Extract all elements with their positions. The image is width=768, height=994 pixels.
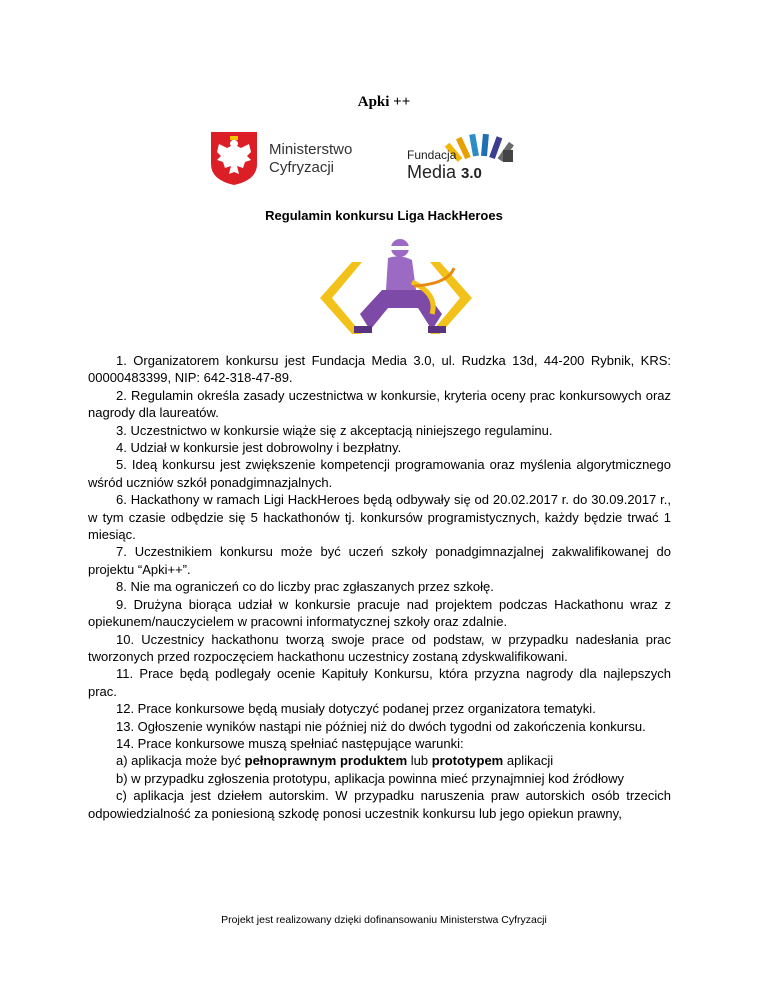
item-c: c) aplikacja jest dziełem autorskim. W przypadku naruszenia praw autorskich osób trzecich odpowiedzialność za poniesioną szkodę ponosi uczestnik konkursu lub jego opiekun prawny, (88, 788, 671, 821)
page-footer: Projekt jest realizowany dzięki dofinansowaniu Ministerstwa Cyfryzacji (221, 914, 547, 926)
paragraph-3: 3. Uczestnictwo w konkursie wiąże się z akceptacją niniejszego regulaminu. (116, 422, 553, 438)
paragraph-8: 8. Nie ma ograniczeń co do liczby prac zgłaszanych przez szkołę. (116, 579, 494, 595)
paragraph-4: 4. Udział w konkursie jest dobrowolny i bezpłatny. (116, 440, 402, 456)
paragraph-12: 12. Prace konkursowe będą musiały dotyczyć podanej przez organizatora tematyki. (116, 701, 596, 717)
ministry-name-line2: Cyfryzacji (269, 159, 335, 176)
item-a-prefix: a) aplikacja może być (116, 753, 245, 769)
hackheroes-ninja-illustration (314, 234, 478, 344)
paragraph-5: 5. Ideą konkursu jest zwiększenie kompetencji programowania oraz myślenia algorytmicznego wśród uczniów szkół ponadgimnazjalnych. (88, 457, 671, 490)
ninja-figure-icon (354, 239, 454, 333)
regulation-subtitle: Regulamin konkursu Liga HackHeroes (265, 208, 503, 223)
paragraph-9: 9. Drużyna biorąca udział w konkursie pracuje nad projektem podczas Hackathonu wraz z opiekunem/nauczycielem w pracowni informatycznej szkoły oraz zdalnie. (88, 596, 671, 630)
item-a-bold-prototype: prototypem (431, 753, 504, 769)
ministerstwo-cyfryzacji-logo (205, 130, 375, 186)
item-a (88, 752, 671, 769)
paragraph-1: 1. Organizatorem konkursu jest Fundacja Media 3.0, ul. Rudzka 13d, 44-200 Rybnik, KRS: 00000483399, NIP: 642-318-47-89. (88, 353, 671, 386)
fundacja-label: Fundacja (407, 148, 457, 162)
version-label: 3.0 (461, 165, 482, 182)
item-a-bold-product: pełnoprawnym produktem (244, 753, 408, 769)
paragraph-13: 13. Ogłoszenie wyników nastąpi nie później niż do dwóch tygodni od zakończenia konkursu. (116, 718, 646, 734)
document-title: Apki ++ (357, 94, 411, 110)
ministry-name-line1: Ministerstwo (269, 141, 353, 158)
item-b: b) w przypadku zgłoszenia prototypu, aplikacja powinna mieć przynajmniej kod źródłowy (116, 770, 624, 786)
regulation-body (88, 352, 671, 822)
paragraph-10: 10. Uczestnicy hackathonu tworzą swoje prace od podstaw, w przypadku nadesłania prac tworzonych przed rozpoczęciem hackathonu uczestnicy zostaną zdyskwalifikowani. (88, 631, 671, 664)
item-a-middle: lub (407, 753, 432, 769)
paragraph-6: 6. Hackathony w ramach Ligi HackHeroes będą odbywały się od 20.02.2017 r. do 30.09.2017 r., w tym czasie odbędzie się 5 hackathonów tj. konkursów programistycznych, każdy będzie trwać 1 miesiąc. (88, 492, 671, 543)
item-a-suffix: aplikacji (503, 753, 554, 769)
paragraph-11: 11. Prace będą podlegały ocenie Kapituły Konkursu, która przyzna nagrody dla najlepszych prac. (88, 666, 671, 699)
logos-row (0, 128, 768, 188)
paragraph-2: 2. Regulamin określa zasady uczestnictwa w konkursie, kryteria oceny prac konkursowych oraz nagrody dla laureatów. (88, 387, 671, 421)
media-label: Media (407, 162, 457, 182)
fundacja-media-logo (405, 132, 520, 184)
paragraph-14: 14. Prace konkursowe muszą spełniać następujące warunki: (116, 735, 464, 751)
left-chevron-icon (320, 262, 362, 334)
paragraph-7: 7. Uczestnikiem konkursu może być uczeń szkoły ponadgimnazjalnej zakwalifikowanej do projektu “Apki++”. (88, 544, 671, 577)
